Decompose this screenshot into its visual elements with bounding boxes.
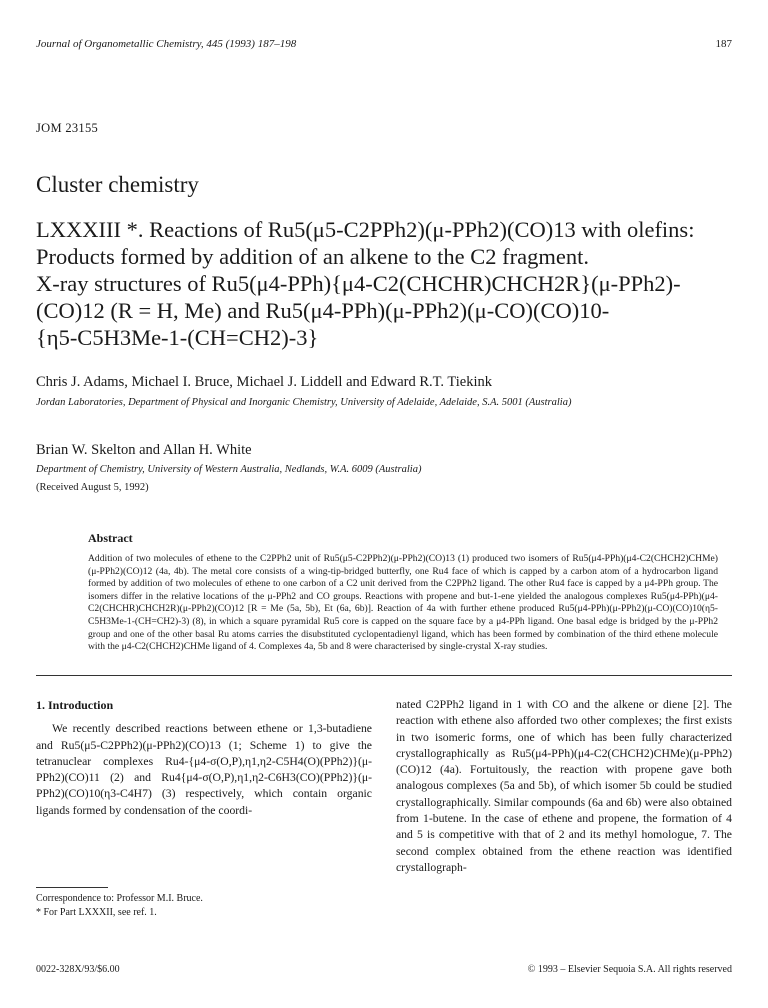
footnotes [36, 892, 203, 920]
copyright-notice: © 1993 – Elsevier Sequoia S.A. All rights reserved [527, 964, 732, 975]
article-code: JOM 23155 [36, 121, 99, 135]
section-heading: 1. Introduction [36, 698, 114, 712]
correspondence-note: Correspondence to: Professor M.I. Bruce. [36, 893, 203, 904]
title-line-4: (CO)12 (R = H, Me) and Ru5(μ4-PPh)(μ-PPh2)(μ-CO)(CO)10- [36, 298, 610, 323]
abstract-text: Addition of two molecules of ethene to the C2PPh2 unit of Ru5(μ5-C2PPh2)(μ-PPh2)(CO)13 (1) produced two isomers of Ru5(μ4-PPh)(μ4-C2(CHCH2)CHMe)(μ-PPh2)(CO)12 (4a, 4b). The metal core consists of a wing-tip-bridged butterfly, one Ru4 face of which is capped by a carbon atom of a hydrocarbon ligand formed by addition of two molecules of ethene to one carbon of a C2 unit derived from the C2PPh2 ligand. The other Ru4 face is capped by a μ4-PPh group. The isomers differ in the relative locations of the μ-PPh2 and CO groups. Reactions with propene and but-1-ene yielded the analogous complexes Ru5(μ4-PPh)(μ4-C2(CHCHR)CHCH2R)(μ-PPh2)(CO)12 [R = Me (5a, 5b), Et (6a, 6b)]. Reaction of 4a with further ethene produced Ru5(μ4-PPh)(μ-PPh2)(μ-CO)(CO)10(η5-C5H3Me-1-(CH=CH2)-3) (8), in which a square pyramidal Ru5 core is capped on the square face by a μ4-PPh ligand. One basal edge is bridged by the μ-PPh2 group and one of the other basal Ru atoms carries the disubstituted cyclopentadienyl ligand, which has been formed by combination of the third ethene molecule with the μ4-C2(CHCH2)CHMe ligand of 4. Complexes 4a, 5b and 8 were characterised by single-crystal X-ray studies. [88, 553, 718, 653]
author-list-2: Brian W. Skelton and Allan H. White [36, 442, 252, 458]
intro-paragraph-right: nated C2PPh2 ligand in 1 with CO and the alkene or diene [2]. The reaction with ethene also afforded two other complexes; the first exists in two isomeric forms, one of which has been fully characterized crystallographically as Ru5(μ4-PPh)(μ4-C2(CHCH2)CHMe)(μ-PPh2)(CO)12 (4a). Fortuitously, the reaction with propene gave both analogous complexes (5a and 5b), of which isomer 5b could be studied crystallographically. Similar compounds (6a and 6b) were also obtained from 1-butene. In the case of ethene and propene, the formation of 4 and 5 is competitive with that of 2 and its methyl homologue, 7. The second complex obtained from the ethene reaction was identified crystallograph- [396, 698, 732, 874]
section-divider [36, 675, 732, 676]
right-column [396, 697, 732, 876]
intro-paragraph-left: We recently described reactions between ethene or 1,3-butadiene and Ru5(μ5-C2PPh2)(μ-PPh2)(CO)13 (1; Scheme 1) to give the tetranuclear complexes Ru4-{μ4-σ(O,P),η1,η2-C5H4(O)(PPh2)}(μ-PPh2)(CO)11 (2) and Ru4{μ4-σ(O,P),η1,η2-C6H3(CO)(PPh2)}(μ-PPh2)(CO)10(η3-C4H7) (3) respectively, which contain organic ligands formed by condensation of the coordi- [36, 722, 372, 817]
issn-code: 0022-328X/93/$6.00 [36, 964, 120, 975]
affiliation-1: Jordan Laboratories, Department of Physical and Inorganic Chemistry, University of Adelaide, Adelaide, S.A. 5001 (Australia) [36, 397, 572, 408]
series-note: * For Part LXXXII, see ref. 1. [36, 907, 157, 918]
left-column [36, 697, 372, 819]
footnote-divider [36, 887, 108, 888]
page-number: 187 [715, 38, 732, 50]
affiliation-2: Department of Chemistry, University of Western Australia, Nedlands, W.A. 6009 (Australia) [36, 464, 422, 475]
page-footer [36, 964, 732, 975]
series-title: Cluster chemistry [36, 172, 199, 197]
title-line-2: Products formed by addition of an alkene to the C2 fragment. [36, 244, 589, 269]
author-list-1: Chris J. Adams, Michael I. Bruce, Michael J. Liddell and Edward R.T. Tiekink [36, 374, 493, 390]
title-line-1: LXXXIII *. Reactions of Ru5(μ5-C2PPh2)(μ-PPh2)(CO)13 with olefins: [36, 217, 695, 242]
title-line-5: {η5-C5H3Me-1-(CH=CH2)-3} [36, 325, 319, 350]
abstract-heading: Abstract [88, 531, 133, 545]
received-date: (Received August 5, 1992) [36, 482, 149, 493]
article-title [36, 216, 732, 351]
title-line-3: X-ray structures of Ru5(μ4-PPh){μ4-C2(CHCHR)CHCH2R}(μ-PPh2)- [36, 271, 681, 296]
running-head [36, 38, 732, 54]
journal-citation: Journal of Organometallic Chemistry, 445 (1993) 187–198 [36, 38, 297, 50]
